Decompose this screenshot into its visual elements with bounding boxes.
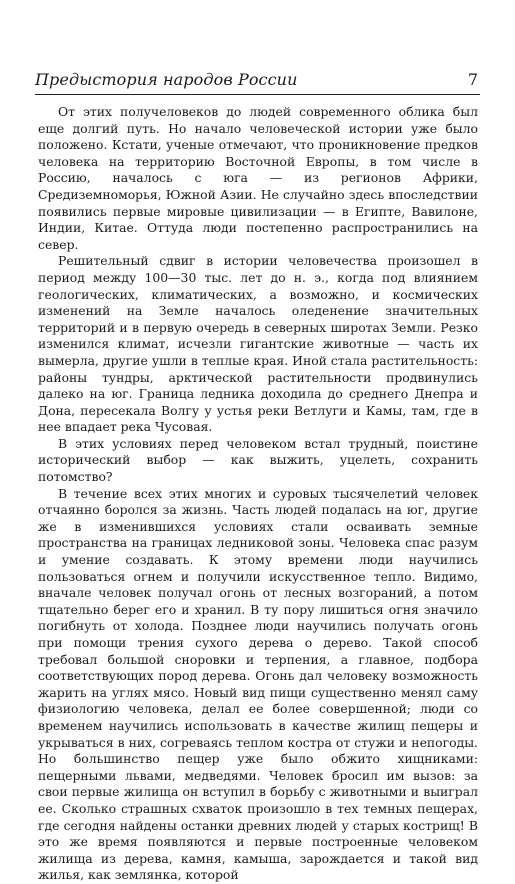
page-number: 7 (467, 70, 478, 89)
paragraph: От этих получеловеков до людей современного облика был еще долгий путь. Но начало человеческой истории уже было положено. Кстати, ученые отмечают, что проникновение предков человека на территорию Восточной Европы, в том числе в Россию, началось с юга — из регионов Африки, Средиземноморья, Южной Азии. Не случайно здесь впоследствии появились первые мировые цивилизации — в Египте, Вавилоне, Индии, Китае. Оттуда люди постепенно распространились на север. (38, 104, 478, 252)
paragraph: Решительный сдвиг в истории человечества произошел в период между 100—30 тыс. лет до н. э., когда под влиянием геологических, климатических, а возможно, и космических изменений на Земле началось оледенение значительных территорий и в первую очередь в северных широтах Земли. Резко изменился климат, исчезли гигантские животные — часть их вымерла, другие ушли в теплые края. Иной стала растительность: районы тундры, арктической растительности продвинулись далеко на юг. Граница ледника доходила до среднего Днепра и Дона, пересекала Волгу у устья реки Ветлуги и Камы, там, где в нее впадает река Чусовая. (38, 253, 478, 435)
paragraph: В этих условиях перед человеком встал трудный, поистине исторический выбор — как выжить, уцелеть, сохранить потомство? (38, 435, 478, 485)
running-title: Предыстория народов России (35, 70, 298, 89)
body-text (38, 104, 478, 884)
paragraph: В течение всех этих многих и суровых тысячелетий человек отчаянно боролся за жизнь. Часть людей подалась на юг, другие же в изменившихся условиях стали осваивать земные пространства на границах ледниковой зоны. Человека спас разум и умение создавать. К этому времени люди научились пользоваться огнем и получили искусственное тепло. Видимо, вначале человек получал огонь от лесных возгораний, а потом тщательно берег его и хранил. В ту пору лишиться огня значило погибнуть от холода. Позднее люди научились получать огонь при помощи трения сухого дерева о дерево. Такой способ требовал большой сноровки и терпения, а главное, подбора соответствующих пород дерева. Огонь дал человеку возможность жарить на углях мясо. Новый вид пищи существенно менял саму физиологию человека, делал ее более совершенной; люди со временем научились использовать в качестве жилищ пещеры и укрываться в них, согреваясь теплом костра от стужи и непогоды. Но большинство пещер уже было обжито хищниками: пещерными львами, медведями. Человек бросил им вызов: за свои первые жилища он вступил в борьбу с животными и выиграл ее. Сколько страшных схваток произошло в тех темных пещерах, где сегодня найдены останки древних людей у старых кострищ! В это же время появляются и первые построенные человеком жилища из дерева, камня, камыша, зарождается и такой вид жилья, как землянка, которой (38, 485, 478, 883)
page-header (35, 68, 480, 94)
header-rule (35, 94, 480, 95)
